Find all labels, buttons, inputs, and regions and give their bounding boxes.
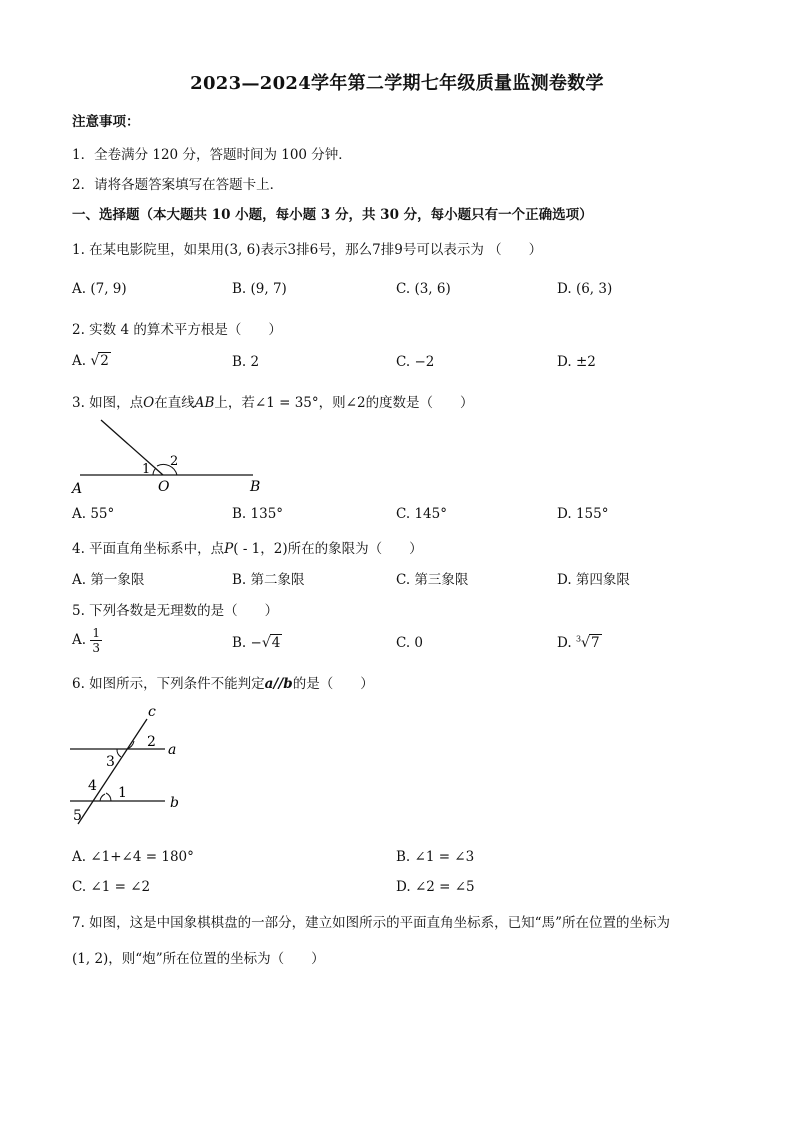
option-c[interactable]: C. −2 xyxy=(396,354,435,370)
option-d[interactable]: D. $^3$√7 xyxy=(557,634,600,651)
option-d[interactable]: D. ±2 xyxy=(557,354,596,370)
label-angle-1: 1 xyxy=(142,462,151,477)
option-c[interactable]: C. 145° xyxy=(396,506,447,522)
question-3-stem: 3. 如图，点O在直线AB上，若∠1 = 35°，则∠2的度数是（ ） xyxy=(72,395,474,411)
question-6-stem: 6. 如图所示，下列条件不能判定a//b的是（ ） xyxy=(72,676,374,692)
option-d[interactable]: D. ∠2 = ∠5 xyxy=(396,879,475,895)
angle-figure xyxy=(70,414,270,496)
option-a[interactable]: A. 55° xyxy=(72,506,115,522)
label-c: c xyxy=(148,704,156,720)
angle-1-arc xyxy=(153,468,156,475)
option-b[interactable]: B. ∠1 = ∠3 xyxy=(396,849,475,865)
label-angle-2: 2 xyxy=(147,734,156,750)
option-c[interactable]: C. (3, 6) xyxy=(396,281,451,297)
line-c xyxy=(78,719,147,824)
label-o: O xyxy=(158,479,170,495)
option-c[interactable]: C. 0 xyxy=(396,635,424,651)
option-b[interactable]: B. −√4 xyxy=(232,635,281,651)
label-a: A xyxy=(72,481,83,496)
option-d[interactable]: D. 第四象限 xyxy=(557,572,630,588)
option-a[interactable]: A. √2 xyxy=(72,353,109,369)
angle-3-arc xyxy=(117,749,121,757)
option-b[interactable]: B. 135° xyxy=(232,506,284,522)
section-heading: 一、选择题（本大题共 10 小题，每小题 3 分，共 30 分，每小题只有一个正确选项） xyxy=(72,207,593,223)
page-title: 2023—2024学年第二学期七年级质量监测卷数学 xyxy=(190,73,604,94)
option-a[interactable]: A. 第一象限 xyxy=(72,572,145,588)
label-angle-1: 1 xyxy=(118,785,127,801)
question-4-stem: 4. 平面直角坐标系中，点P( - 1，2)所在的象限为（ ） xyxy=(72,541,423,557)
label-angle-3: 3 xyxy=(106,754,115,770)
question-1-stem: 1. 在某电影院里，如果用(3, 6)表示3排6号，那么7排9号可以表示为 （ ） xyxy=(72,242,543,258)
option-c[interactable]: C. ∠1 = ∠2 xyxy=(72,879,151,895)
label-b: B xyxy=(250,479,261,495)
angle-1-arc xyxy=(106,793,111,801)
option-a[interactable]: A. $\frac{1}{3}$ xyxy=(72,626,100,655)
option-a[interactable]: A. (7, 9) xyxy=(72,281,127,297)
ray-o xyxy=(101,420,163,475)
note-item: 1．全卷满分 120 分，答题时间为 100 分钟． xyxy=(72,147,352,163)
question-5-stem: 5. 下列各数是无理数的是（ ） xyxy=(72,603,279,619)
option-d[interactable]: D. 155° xyxy=(557,506,609,522)
question-2-stem: 2. 实数 4 的算术平方根是（ ） xyxy=(72,322,282,338)
note-item: 2．请将各题答案填写在答题卡上． xyxy=(72,177,284,193)
parallel-lines-figure xyxy=(68,702,198,827)
label-angle-4: 4 xyxy=(88,778,97,794)
option-d[interactable]: D. (6, 3) xyxy=(557,281,613,297)
notes-heading: 注意事项： xyxy=(72,114,140,130)
label-b: b xyxy=(170,795,179,811)
option-b[interactable]: B. 第二象限 xyxy=(232,572,305,588)
option-c[interactable]: C. 第三象限 xyxy=(396,572,469,588)
label-angle-2: 2 xyxy=(170,454,179,469)
question-7-stem-line2: (1, 2)，则“炮”所在位置的坐标为（ ） xyxy=(72,951,325,967)
option-b[interactable]: B. (9, 7) xyxy=(232,281,287,297)
option-a[interactable]: A. ∠1+∠4 = 180° xyxy=(72,849,194,865)
option-b[interactable]: B. 2 xyxy=(232,354,260,370)
label-angle-5: 5 xyxy=(73,808,82,824)
fraction: $\frac{1}{3}$ xyxy=(92,626,100,655)
angle-4-arc xyxy=(100,794,105,801)
question-7-stem: 7. 如图，这是中国象棋棋盘的一部分，建立如图所示的平面直角坐标系，已知“馬”所在位置的坐标为 xyxy=(72,915,670,931)
label-a: a xyxy=(168,742,177,758)
